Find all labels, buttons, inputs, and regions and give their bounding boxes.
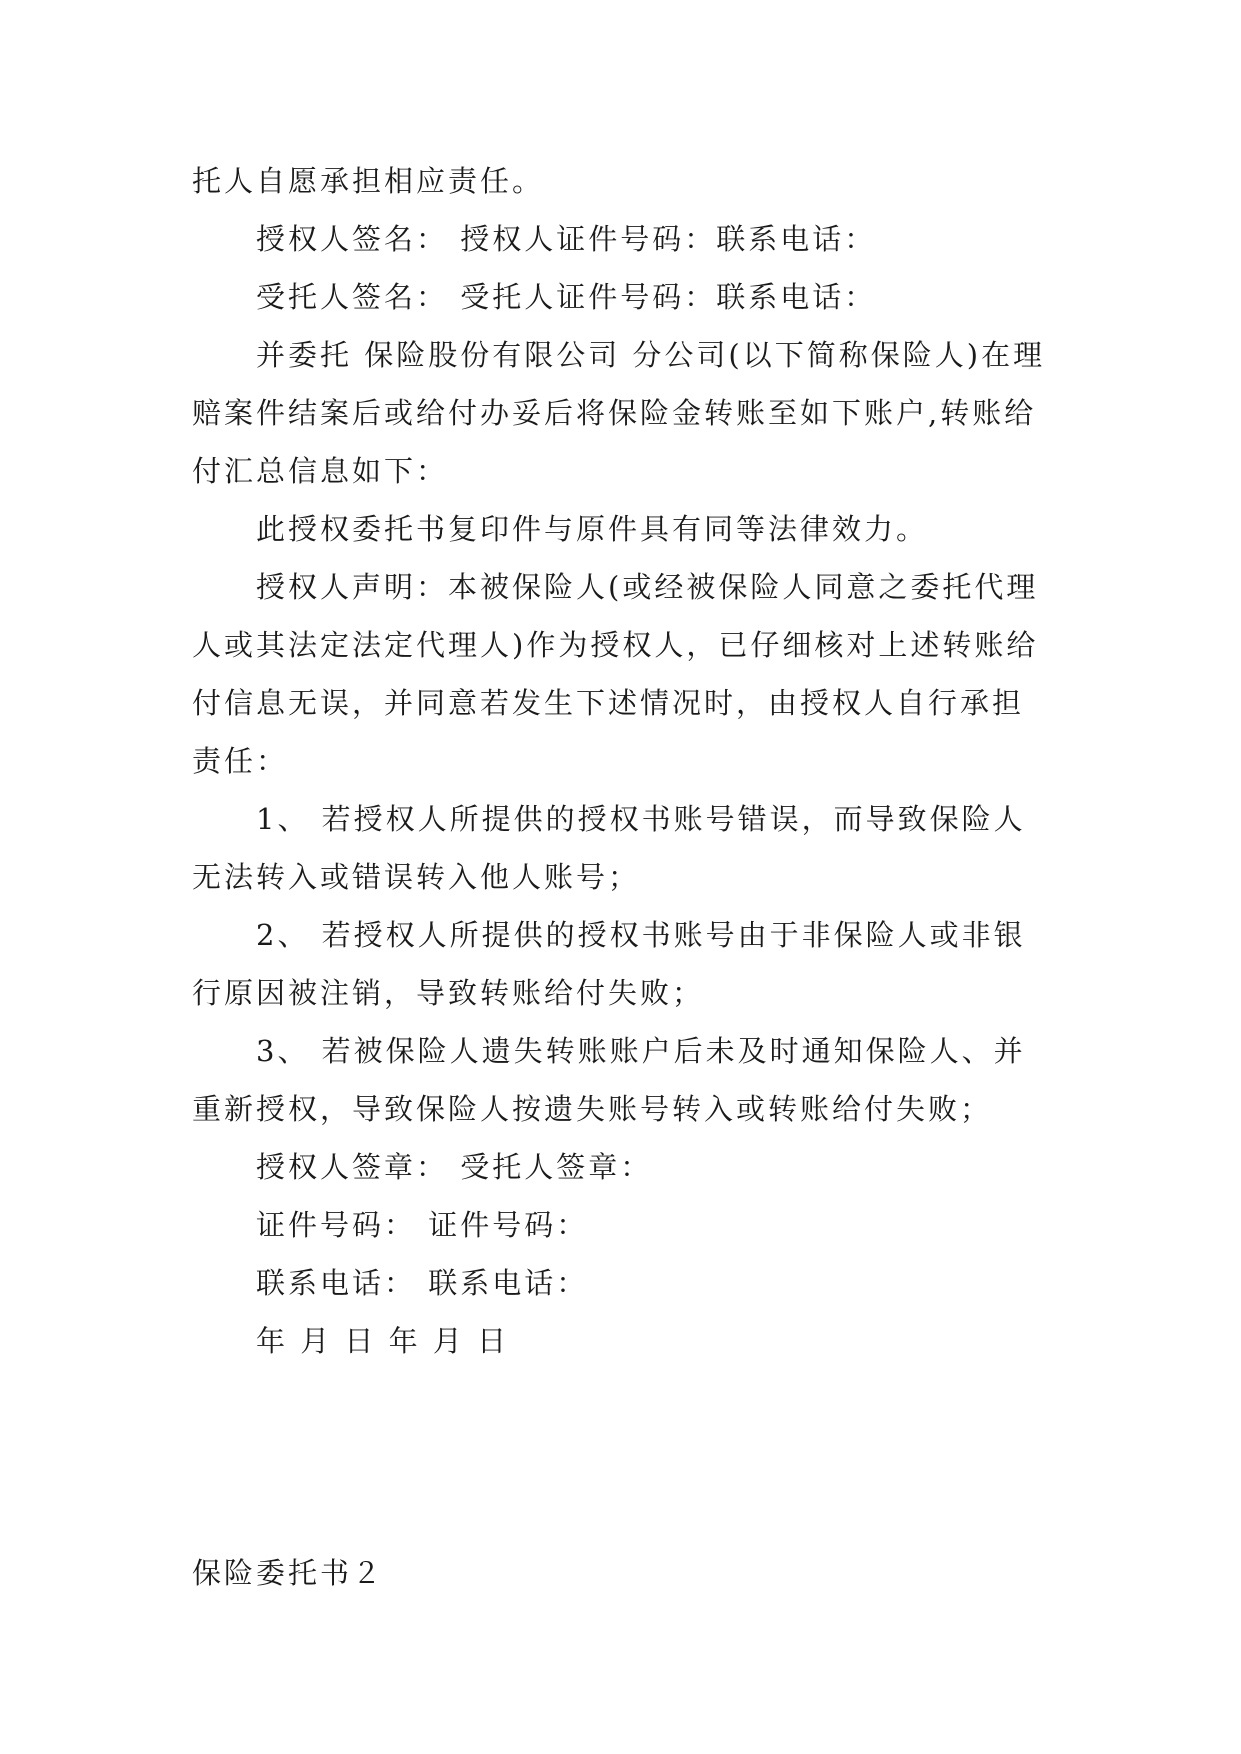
copy-validity-paragraph: 此授权委托书复印件与原件具有同等法律效力。 [256, 512, 929, 546]
seal-line: 授权人签章： 受托人签章： [256, 1150, 653, 1184]
date-line: 年 月 日 年 月 日 [256, 1324, 510, 1358]
condition-item-1: 1、 若授权人所提供的授权书账号错误，而导致保险人无法转入或错误转入他人账号； [192, 802, 1026, 894]
entrust-paragraph: 并委托 保险股份有限公司 分公司(以下简称保险人)在理赔案件结案后或给付办妥后将保险金转账至如下账户,转账给付汇总信息如下： [192, 338, 1046, 488]
grantor-signature-line: 授权人签名： 授权人证件号码：联系电话： [256, 222, 877, 256]
phone-line: 联系电话： 联系电话： [256, 1266, 589, 1300]
paragraph-continuation: 托人自愿承担相应责任。 [192, 164, 545, 198]
document-body [192, 152, 1050, 1602]
condition-item-3: 3、 若被保险人遗失转账账户后未及时通知保险人、并重新授权，导致保险人按遗失账号转入或转账给付失败； [192, 1034, 1026, 1126]
condition-item-2: 2、 若授权人所提供的授权书账号由于非保险人或非银行原因被注销，导致转账给付失败； [192, 918, 1026, 1010]
trustee-signature-line: 受托人签名： 受托人证件号码：联系电话： [256, 280, 877, 314]
next-section-heading: 保险委托书２ [192, 1556, 385, 1590]
section-spacer [192, 1370, 1050, 1544]
id-number-line: 证件号码： 证件号码： [256, 1208, 589, 1242]
grantor-declaration-paragraph: 授权人声明：本被保险人(或经被保险人同意之委托代理人或其法定法定代理人)作为授权人，已仔细核对上述转账给付信息无误，并同意若发生下述情况时，由授权人自行承担责任： [192, 570, 1039, 778]
